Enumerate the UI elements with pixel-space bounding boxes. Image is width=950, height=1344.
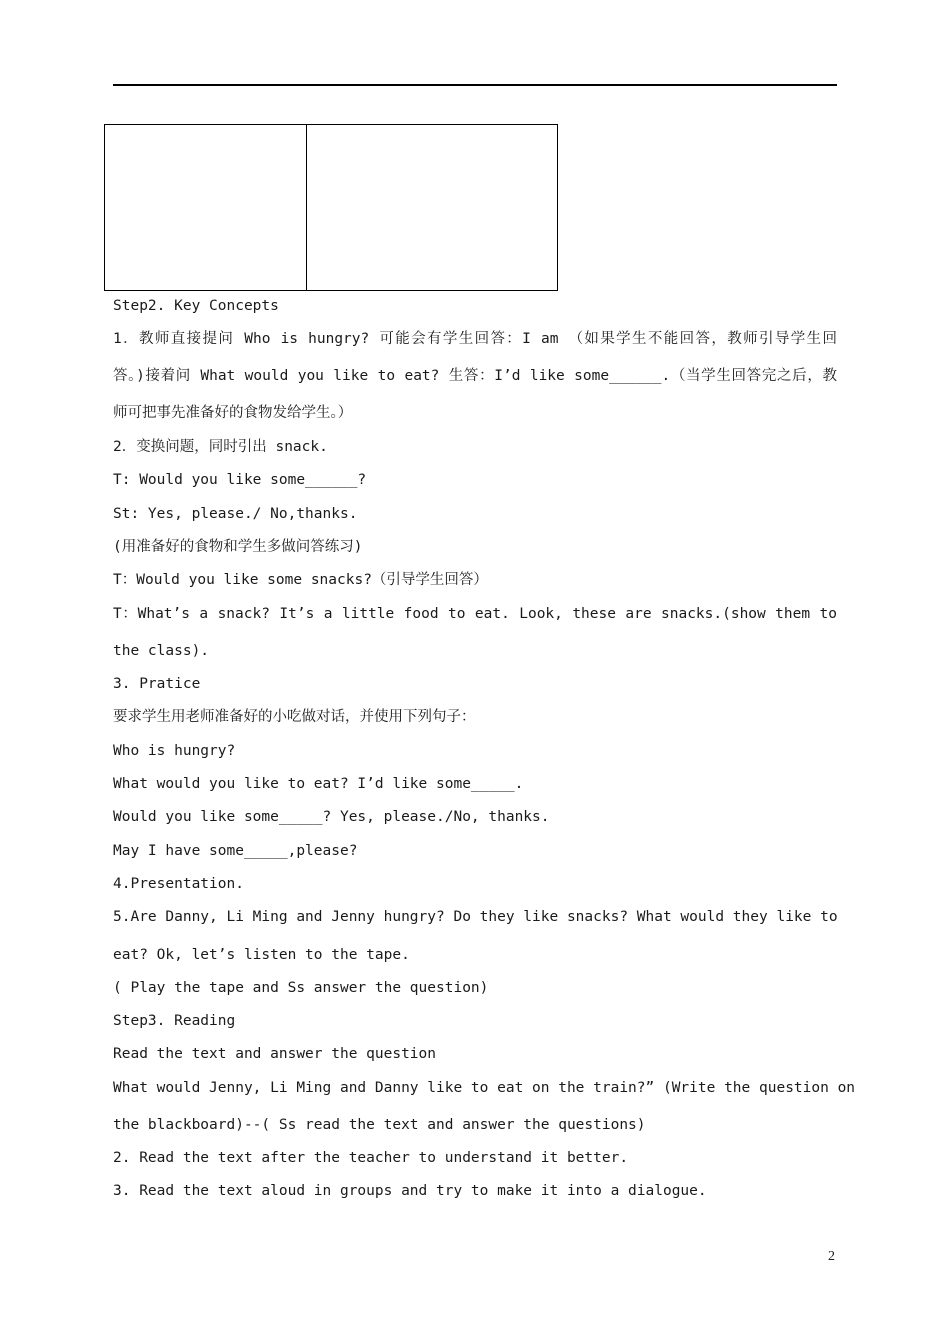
paragraph-line: the class). (113, 643, 210, 659)
paragraph-line: T: Would you like some______? (113, 472, 367, 488)
paragraph-line: T：What’s a snack? It’s a little food to eat. Look, these are snacks.(show them to (113, 606, 837, 622)
paragraph-line: eat? Ok, let’s listen to the tape. (113, 947, 410, 963)
paragraph-line: Read the text and answer the question (113, 1046, 437, 1062)
blank-table (104, 124, 558, 291)
paragraph-line: 4.Presentation. (113, 876, 244, 892)
paragraph-line: 1．教师直接提问 Who is hungry? 可能会有学生回答：I am （如果学生不能回答，教师引导学生回 (113, 331, 837, 347)
page-number: 2 (828, 1249, 835, 1264)
paragraph-line: 要求学生用老师准备好的小吃做对话，并使用下列句子： (113, 709, 476, 725)
paragraph-line: (用准备好的食物和学生多做问答练习) (113, 539, 363, 555)
step2-heading: Step2. Key Concepts (113, 298, 279, 314)
header-rule (113, 84, 837, 86)
paragraph-line: T：Would you like some snacks?（引导学生回答） (113, 572, 488, 588)
paragraph-line: 3. Pratice (113, 676, 201, 692)
paragraph-line: Who is hungry? (113, 743, 236, 759)
paragraph-line: ( Play the tape and Ss answer the question) (113, 980, 489, 996)
paragraph-line: 2. Read the text after the teacher to understand it better. (113, 1150, 629, 1166)
paragraph-line: 答。)接着问 What would you like to eat? 生答：I’d like some______.（当学生回答完之后，教 (113, 368, 837, 384)
paragraph-line: 2．变换问题，同时引出 snack. (113, 439, 328, 455)
paragraph-line: the blackboard)--( Ss read the text and answer the questions) (113, 1117, 646, 1133)
paragraph-line: 5.Are Danny, Li Ming and Jenny hungry? Do they like snacks? What would they like to (113, 909, 838, 925)
table-column-divider (306, 125, 307, 290)
paragraph-line: St: Yes, please./ No,thanks. (113, 506, 358, 522)
paragraph-line: 师可把事先准备好的食物发给学生。） (113, 405, 353, 421)
paragraph-line: Would you like some_____? Yes, please./No, thanks. (113, 809, 550, 825)
paragraph-line: What would Jenny, Li Ming and Danny like to eat on the train?” (Write the question on (113, 1080, 856, 1096)
step3-heading: Step3. Reading (113, 1013, 236, 1029)
paragraph-line: May I have some_____,please? (113, 843, 358, 859)
paragraph-line: What would you like to eat? I’d like some_____. (113, 776, 524, 792)
paragraph-line: 3. Read the text aloud in groups and try to make it into a dialogue. (113, 1183, 707, 1199)
